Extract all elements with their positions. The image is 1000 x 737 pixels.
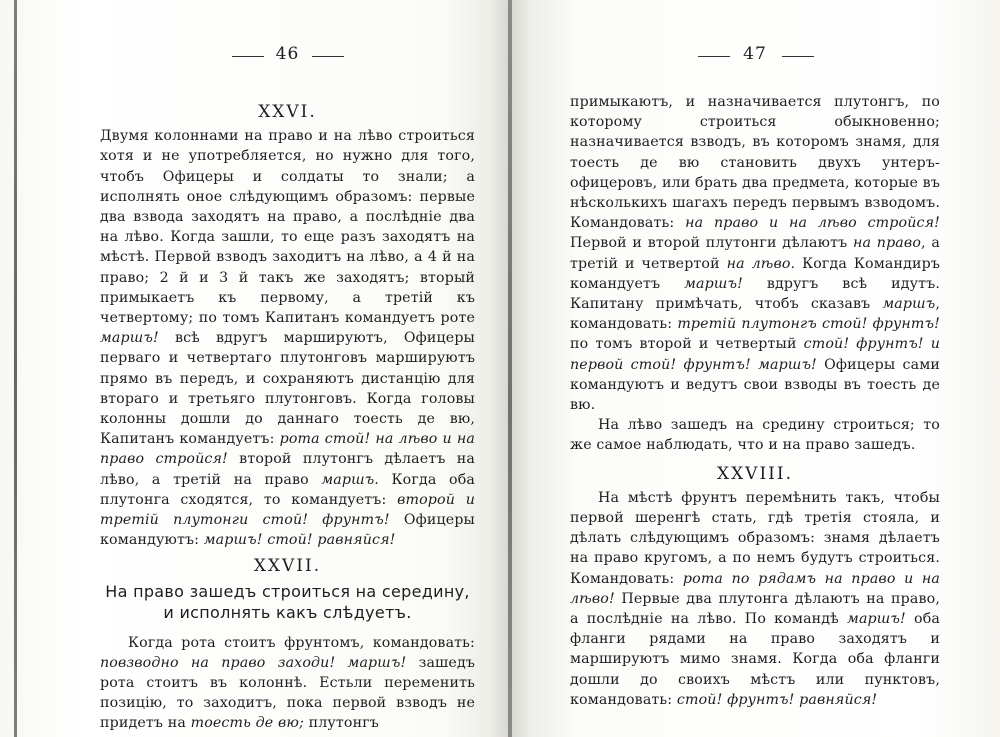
body-text-run: Когда Командиръ командуетъ xyxy=(570,255,941,292)
right-page-text xyxy=(570,92,940,710)
right-page-number-header xyxy=(570,44,940,68)
body-text-run: зашедъ рота стоитъ въ колоннѣ. Естьли переменить позицію, то заходитъ, пока первой взводъ не придетъ на xyxy=(100,654,476,732)
body-text-run: Офицеры сами командуютъ и ведутъ свои взводы въ тоесть де вю. xyxy=(570,356,941,414)
command-text: стой! фрунтъ! равняйся! xyxy=(676,691,878,708)
paragraph xyxy=(100,126,475,550)
folio-rule-right xyxy=(782,56,814,57)
page-edge-shadow xyxy=(14,0,17,737)
body-text-run: по томъ второй и четвертый xyxy=(570,336,804,353)
command-text: повзводно на право заходи! маршъ! xyxy=(100,654,407,671)
section-title-line: и исполнять какъ слѣдуетъ. xyxy=(163,602,412,622)
folio-rule-left xyxy=(698,56,730,57)
body-text-run: всѣ вдругъ маршируютъ, Офицеры перваго и четвертаго плутонговъ маршируютъ прямо въ передъ, и сохраняютъ дистанцію для втораго и третьяго плутонговъ. Когда головы колонны дошли до даннаго тоесть де вю, Капитанъ командуетъ: xyxy=(100,330,475,448)
left-page-number-header xyxy=(100,44,475,68)
body-text-run: Первые два плутонга дѣлаютъ на право, а послѣдніе на лѣво. По командѣ xyxy=(570,590,940,628)
command-text: на право xyxy=(852,235,922,252)
paragraph xyxy=(570,488,940,710)
body-text-run: На лѣво зашедъ на средину строиться; то же самое наблюдать, что и на право зашедъ. xyxy=(570,417,940,454)
paragraph xyxy=(100,633,475,734)
command-text: маршъ! xyxy=(847,611,906,628)
folio-rule-right xyxy=(312,56,344,57)
command-text: рота стой! на лѣво и на право стройся! xyxy=(100,431,475,468)
command-text: маршъ xyxy=(882,296,936,313)
body-text-run: Когда оба плутонга сходятся, то командуетъ: xyxy=(100,471,475,508)
folio-rule-left xyxy=(232,56,264,57)
command-text: рота по рядамъ на право и на лѣво! xyxy=(570,570,940,607)
command-text: третій плутонгъ стой! фрунтъ! xyxy=(677,316,940,333)
left-page-text xyxy=(100,98,475,734)
page-number: 46 xyxy=(275,44,300,64)
body-text-run: , а третій и четвертой xyxy=(570,235,940,272)
body-text-run: вдругъ всѣ идутъ. Капитану примѣчать, чтобъ сказавъ xyxy=(570,275,940,313)
section-body xyxy=(100,633,475,734)
body-text-run: второй плутонгъ дѣлаетъ на лѣво, а третій на право xyxy=(100,451,475,488)
command-text: на лѣво. xyxy=(726,255,796,272)
section-numeral: XXVII. xyxy=(253,556,322,577)
body-text-run: плутонгъ xyxy=(304,715,379,732)
section-body xyxy=(570,488,940,710)
section-numeral: XXVI. xyxy=(258,102,317,122)
command-text: тоесть де вю; xyxy=(190,715,304,732)
body-text-run: , командовать: xyxy=(570,296,940,333)
paragraph xyxy=(570,92,940,415)
section-body xyxy=(100,126,475,550)
section-title xyxy=(100,581,475,623)
command-text: маршъ! стой! равняйся! xyxy=(203,532,396,549)
command-text: маршъ! xyxy=(100,330,159,347)
body-text-run: Когда рота стоитъ фрунтомъ, командовать: xyxy=(128,634,475,651)
section-numeral: XXVIII. xyxy=(716,463,794,484)
command-text: на право и на лѣво стройся! xyxy=(685,215,940,232)
paragraph xyxy=(570,415,940,455)
body-text-run: Первой и второй плутонги дѣлаютъ xyxy=(570,235,853,252)
section-title-line: На право зашедъ строиться на середину, xyxy=(105,581,470,601)
command-text: стой! фрунтъ! и первой стой! фрунтъ! маршъ! xyxy=(570,336,940,373)
body-text-run: Двумя колоннами на право и на лѣво строиться хотя и не употребляется, но нужно для того, чтобъ Офицеры и солдаты то знали; а исполнять оное слѣдующимъ образомъ: первые два взвода заходятъ на право, а послѣдніе два на лѣво. Когда зашли, то еще разъ заходятъ на мѣстѣ. Первой взводъ заходитъ на лѣво, а 4 й на право; 2 й и 3 й такъ же заходятъ; вторый примыкаетъ къ первому, а третій къ четвертому; по томъ Капитанъ командуетъ роте xyxy=(100,128,475,327)
body-text-run: примыкаютъ, и назначивается плутонгъ, по которому строиться обыкновенно; назначивается взводъ, въ которомъ знамя, для тоесть де вю становить двухъ унтеръ-офицеровъ, или брать два предмета, которые въ нѣсколькихъ шагахъ передъ первымъ взводомъ. Командовать: xyxy=(570,94,940,232)
book-gutter xyxy=(508,0,512,737)
command-text: маршъ! xyxy=(684,275,743,292)
section-body xyxy=(570,92,940,456)
page-number: 47 xyxy=(743,44,767,64)
body-text-run: оба фланги рядами на право заходятъ и маршируютъ мимо знамя. Когда оба фланги дошли до своихъ мѣстъ или пунктовъ, командовать: xyxy=(570,611,940,708)
body-text-run: На мѣстѣ фрунтъ перемѣнить такъ, чтобы первой шеренгѣ стать, гдѣ третія стояла, и дѣлать слѣдующимъ образомъ: знамя дѣлаетъ на право кругомъ, а по немъ будутъ строиться. Командовать: xyxy=(570,489,940,587)
command-text: маршъ. xyxy=(321,471,379,488)
body-text-run: Офицеры командуютъ: xyxy=(100,512,475,549)
command-text: второй и третій плутонги стой! фрунтъ! xyxy=(100,491,475,529)
